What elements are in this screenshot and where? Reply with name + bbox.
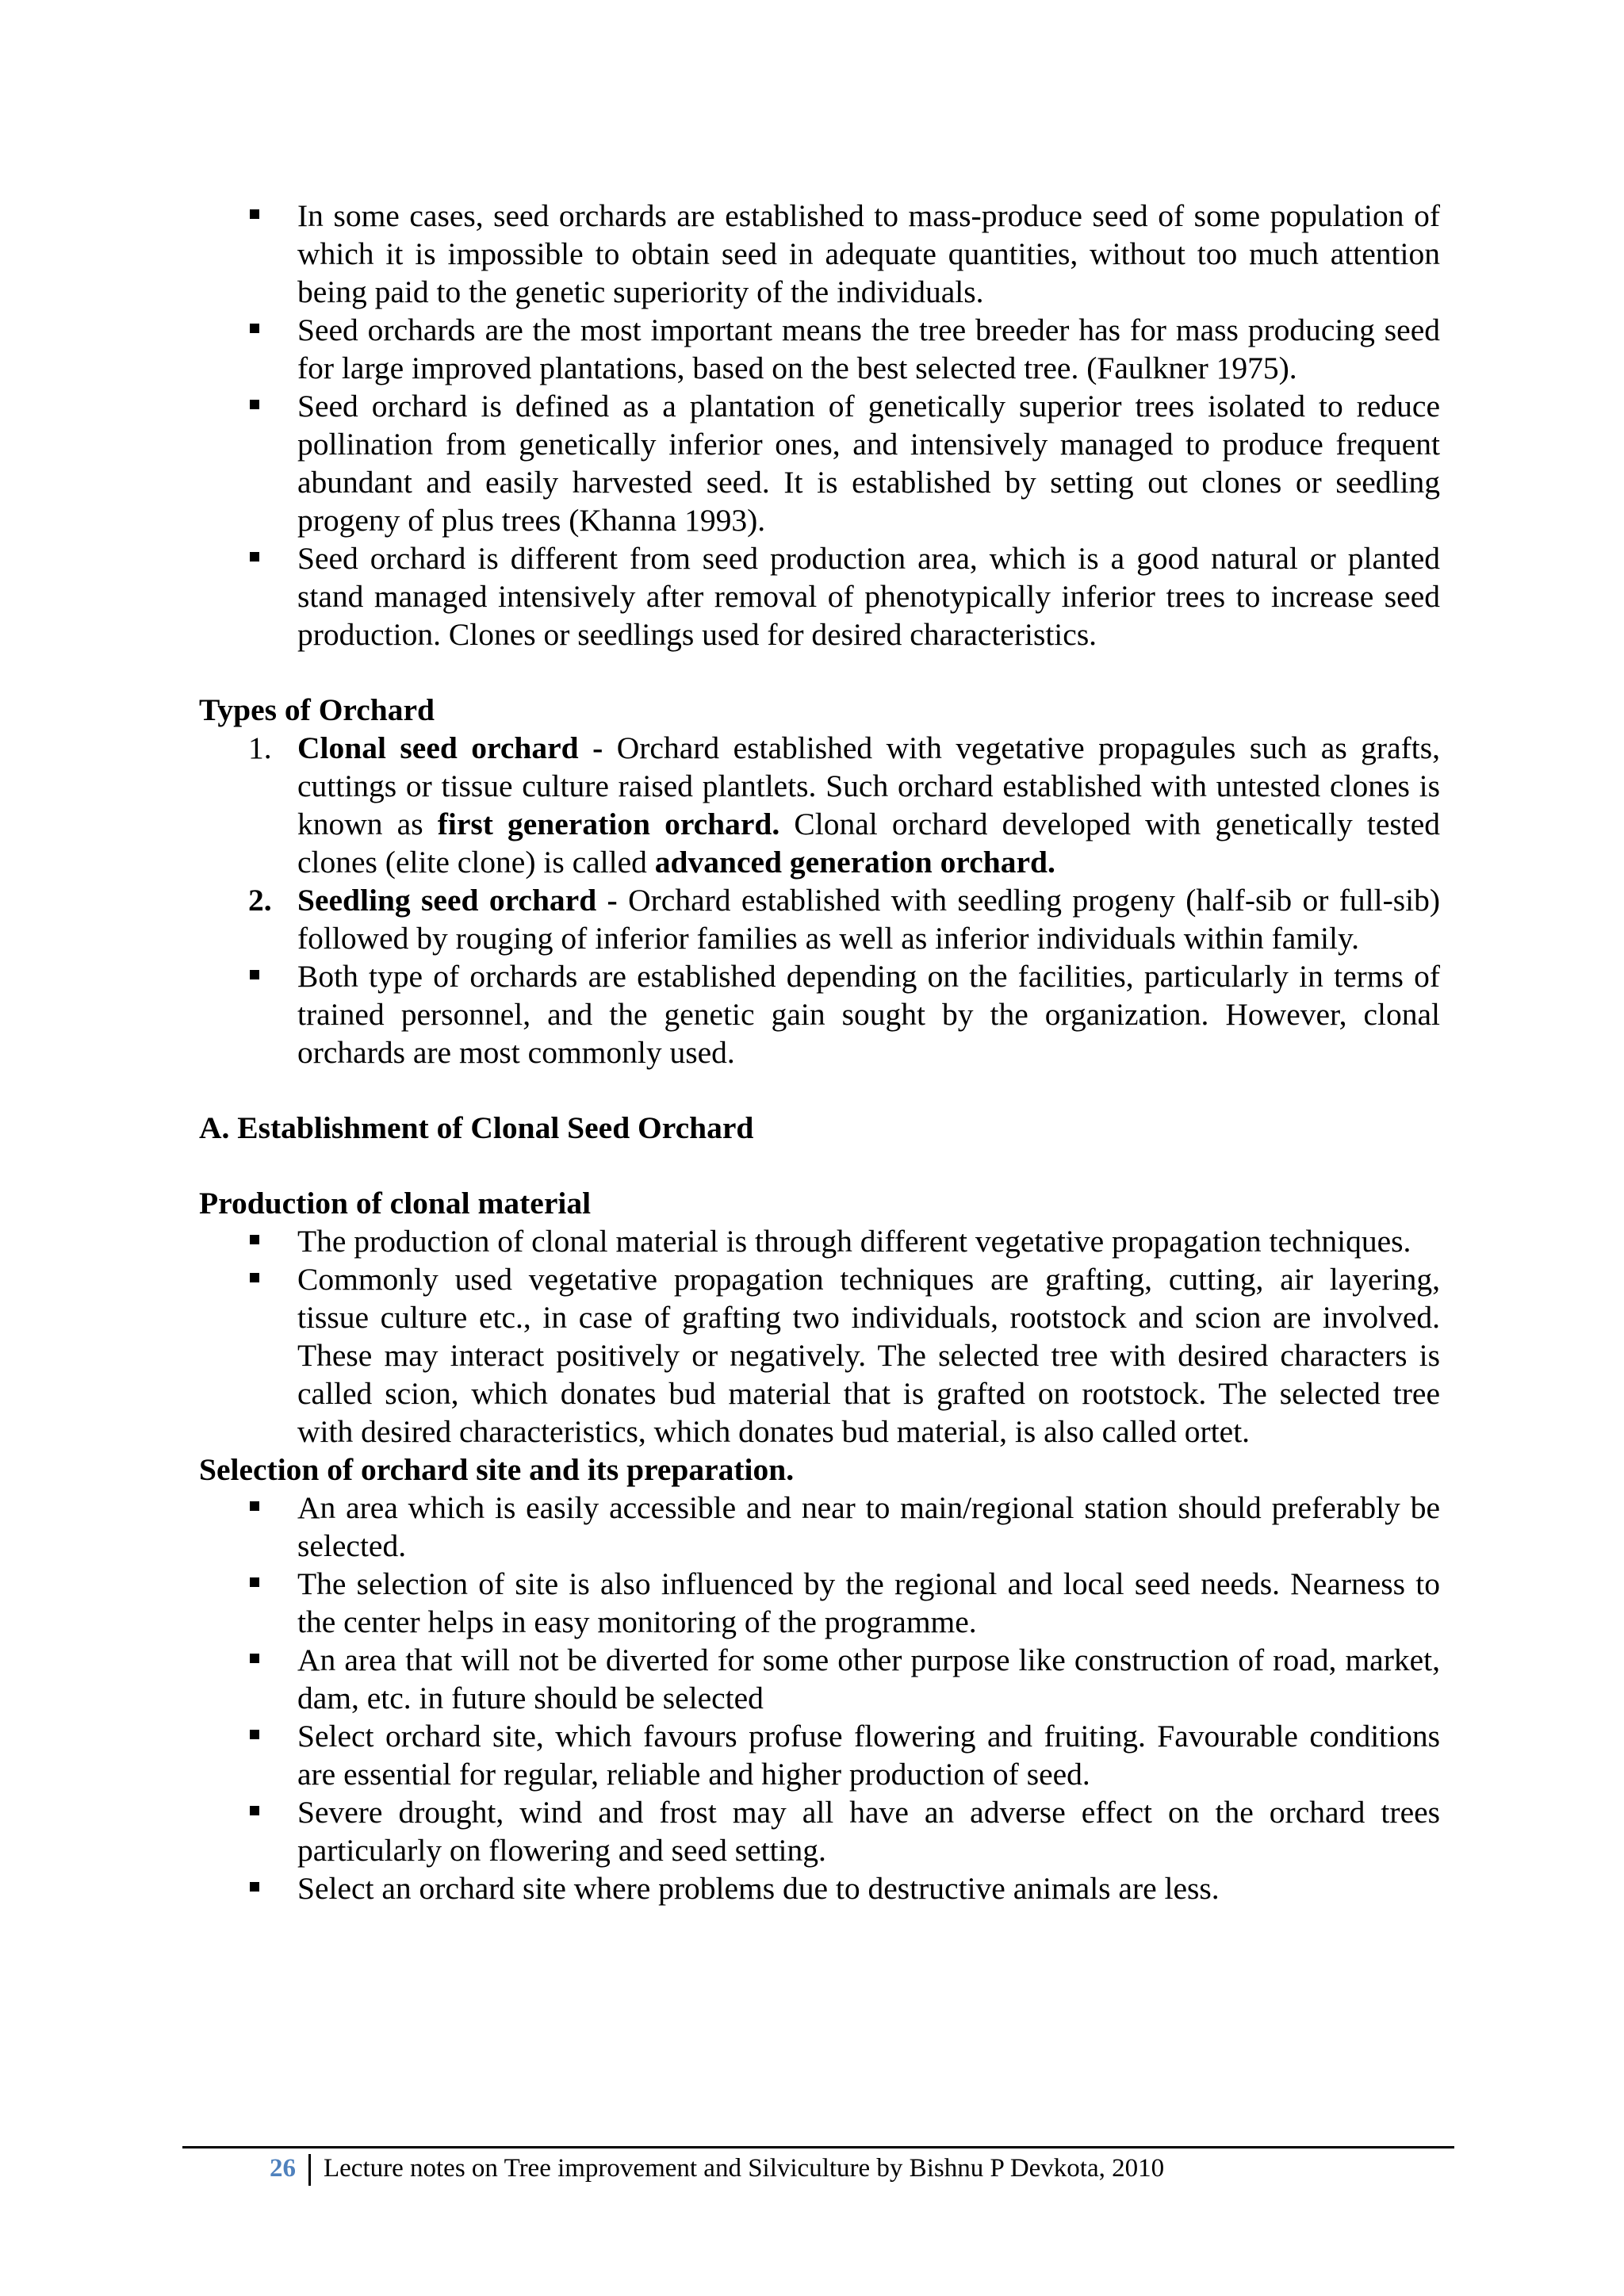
clonal-orchard-term: Clonal seed orchard - [297,730,603,765]
list-item: The selection of site is also influenced by the regional and local seed needs. Nearness to the center helps in easy monitoring of the programme. [297,1566,1440,1639]
list-item: Select orchard site, which favours profuse flowering and fruiting. Favourable conditions are essential for regular, reliable and higher production of seed. [297,1719,1440,1792]
footer-divider [182,2146,1454,2148]
page-body [199,197,1440,1907]
list-item: Severe drought, wind and frost may all have an adverse effect on the orchard trees particularly on flowering and seed setting. [297,1795,1440,1868]
production-bullet-list [199,1222,1440,1451]
seedling-text: Orchard established with seedling progeny (half-sib or full-sib) followed by rouging of inferior families as well as inferior individuals within family. [297,883,1440,956]
footer-text: Lecture notes on Tree improvement and Silviculture by Bishnu P Devkota, 2010 [324,2154,1165,2183]
footer-separator [308,2154,311,2186]
list-item: Seed orchard is defined as a plantation of genetically superior trees isolated to reduce pollination from genetically inferior ones, and intensively managed to produce frequent abundant and easily harvested seed. It is established by setting out clones or seedling progeny of plus trees (Khanna 1993). [297,389,1440,538]
clonal-text-a: Orchard established with vegetative propagules such as grafts, cuttings or tissue culture raised plantlets. Such orchard established with untested clones is known as [297,730,1440,841]
intro-bullet-list [199,197,1440,654]
seedling-orchard-item [199,881,1440,957]
page-number: 26 [270,2154,296,2183]
production-heading: Production of clonal material [199,1186,592,1221]
types-heading: Types of Orchard [199,692,435,727]
list-item: The production of clonal material is through different vegetative propagation techniques. [297,1222,1440,1260]
first-generation-term: first generation orchard. [437,807,780,841]
seedling-orchard-term: Seedling seed orchard - [297,883,618,918]
site-bullet-list [199,1489,1440,1907]
item-number: 1. [248,730,272,765]
clonal-orchard-item [199,729,1440,881]
types-bullet-list [199,957,1440,1071]
item-number: 2. [248,883,272,918]
site-heading: Selection of orchard site and its preparation. [199,1452,795,1487]
list-item: Both type of orchards are established depending on the facilities, particularly in terms of trained personnel, and the genetic gain sought by the organization. However, clonal orchards are most commonly used. [297,959,1440,1070]
clonal-text-b: Clonal orchard developed with genetically tested clones (elite clone) is called [297,807,1440,880]
list-item: Seed orchard is different from seed production area, which is a good natural or planted stand managed intensively after removal of phenotypically inferior trees to increase seed production. Clones or seedlings used for desired characteristics. [297,541,1440,652]
list-item: Select an orchard site where problems due to destructive animals are less. [297,1869,1440,1907]
page-footer [270,2151,1164,2186]
list-item: In some cases, seed orchards are established to mass-produce seed of some population of which it is impossible to obtain seed in adequate quantities, without too much attention being paid to the genetic superiority of the individuals. [297,198,1440,309]
list-item: Seed orchards are the most important means the tree breeder has for mass producing seed for large improved plantations, based on the best selected tree. (Faulkner 1975). [297,312,1440,385]
list-item: Commonly used vegetative propagation techniques are grafting, cutting, air layering, tissue culture etc., in case of grafting two individuals, rootstock and scion are involved. These may interact positively or negatively. The selected tree with desired characters is called scion, which donates bud material that is grafted on rootstock. The selected tree with desired characteristics, which donates bud material, is also called ortet. [297,1262,1440,1449]
list-item: An area that will not be diverted for some other purpose like construction of road, market, dam, etc. in future should be selected [297,1642,1440,1715]
advanced-generation-term: advanced generation orchard. [654,845,1055,880]
section-a-heading: A. Establishment of Clonal Seed Orchard [199,1110,754,1145]
list-item: An area which is easily accessible and near to main/regional station should preferably be selected. [297,1490,1440,1563]
